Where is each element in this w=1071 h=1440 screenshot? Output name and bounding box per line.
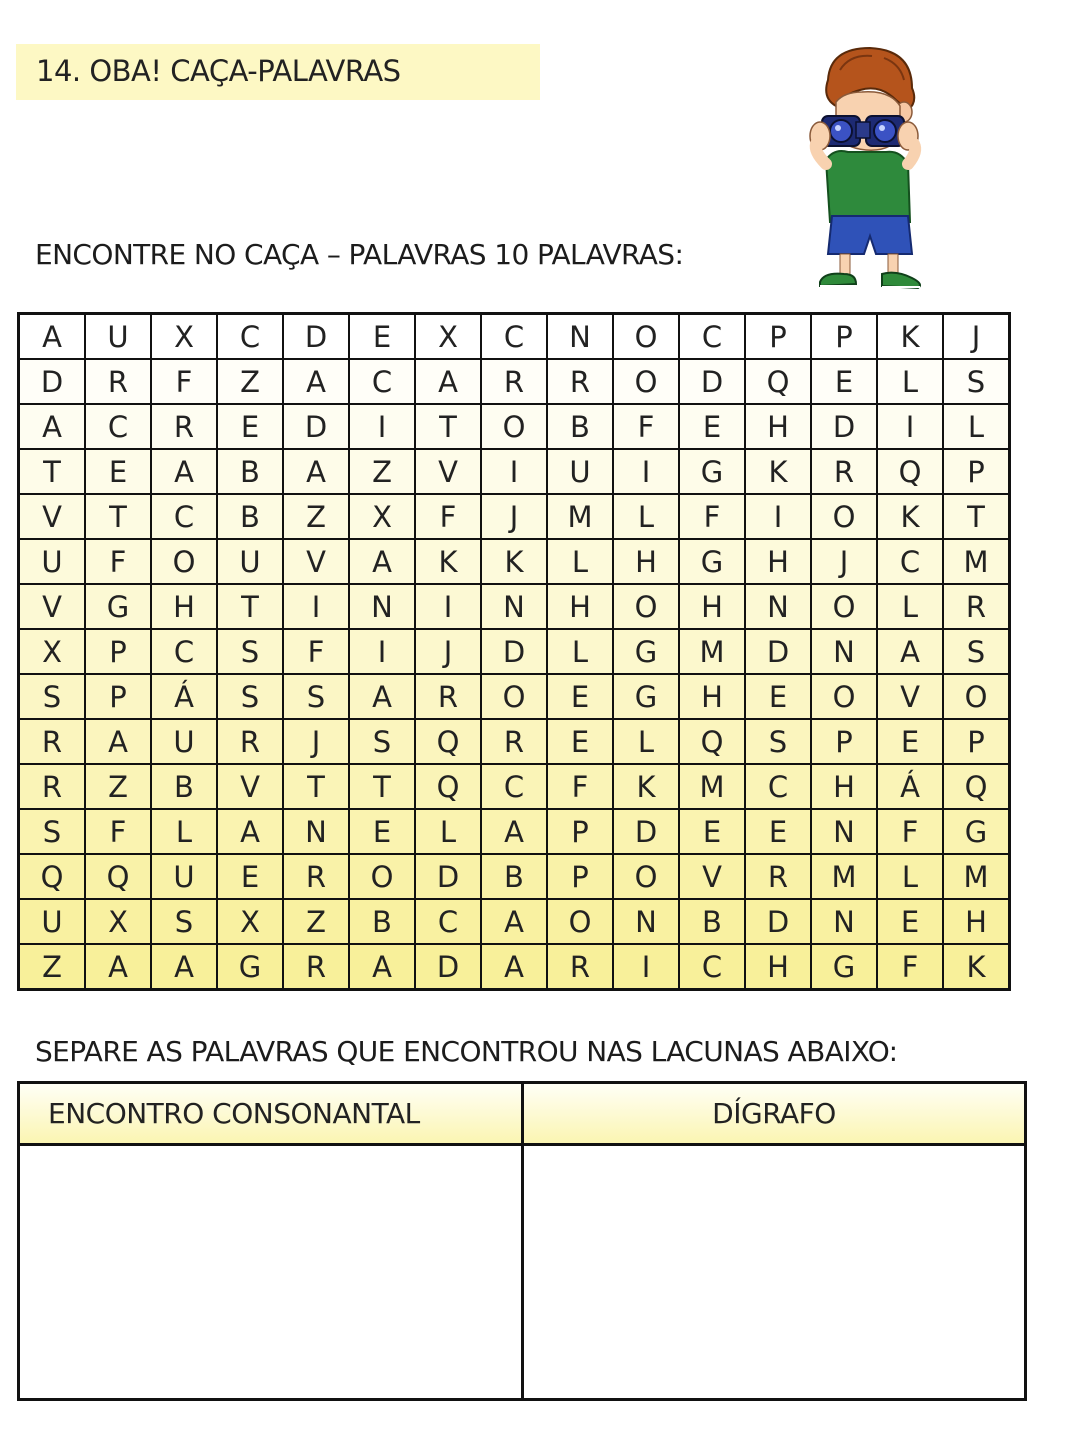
grid-cell[interactable]: I — [613, 944, 679, 990]
grid-cell[interactable]: A — [19, 314, 86, 360]
grid-cell[interactable]: D — [613, 809, 679, 854]
grid-cell[interactable]: J — [415, 629, 481, 674]
grid-cell[interactable]: A — [151, 944, 217, 990]
grid-cell[interactable]: Z — [283, 899, 349, 944]
grid-cell[interactable]: C — [217, 314, 283, 360]
grid-cell[interactable]: A — [349, 539, 415, 584]
grid-cell[interactable]: Q — [85, 854, 151, 899]
grid-cell[interactable]: O — [811, 674, 877, 719]
grid-cell[interactable]: H — [745, 944, 811, 990]
grid-row — [19, 359, 1010, 404]
grid-cell[interactable]: R — [283, 854, 349, 899]
grid-cell[interactable]: D — [745, 629, 811, 674]
grid-cell[interactable]: S — [943, 629, 1010, 674]
grid-cell[interactable]: I — [415, 584, 481, 629]
grid-cell[interactable]: F — [283, 629, 349, 674]
grid-cell[interactable]: T — [19, 449, 86, 494]
grid-cell[interactable]: G — [679, 449, 745, 494]
grid-cell[interactable]: C — [745, 764, 811, 809]
grid-cell[interactable]: R — [481, 359, 547, 404]
grid-cell[interactable]: C — [349, 359, 415, 404]
grid-cell[interactable]: O — [613, 584, 679, 629]
sort-instruction-text: SEPARE AS PALAVRAS QUE ENCONTROU NAS LACUNAS ABAIXO: — [35, 1035, 898, 1068]
grid-cell[interactable]: E — [877, 899, 943, 944]
grid-cell[interactable]: F — [85, 539, 151, 584]
grid-cell[interactable]: N — [481, 584, 547, 629]
grid-cell[interactable]: C — [151, 629, 217, 674]
grid-cell[interactable]: B — [481, 854, 547, 899]
grid-cell[interactable]: F — [85, 809, 151, 854]
grid-cell[interactable]: C — [415, 899, 481, 944]
grid-cell[interactable]: B — [349, 899, 415, 944]
grid-cell[interactable]: P — [943, 449, 1010, 494]
grid-cell[interactable]: H — [679, 584, 745, 629]
grid-cell[interactable]: M — [811, 854, 877, 899]
grid-cell[interactable]: O — [811, 584, 877, 629]
grid-cell[interactable]: Z — [217, 359, 283, 404]
grid-cell[interactable]: K — [613, 764, 679, 809]
grid-cell[interactable]: B — [547, 404, 613, 449]
grid-cell[interactable]: F — [151, 359, 217, 404]
grid-cell[interactable]: F — [613, 404, 679, 449]
grid-cell[interactable]: I — [745, 494, 811, 539]
grid-row — [19, 719, 1010, 764]
grid-cell[interactable]: E — [217, 854, 283, 899]
sort-header-encontro — [20, 1084, 521, 1146]
grid-cell[interactable]: T — [943, 494, 1010, 539]
grid-cell[interactable]: S — [349, 719, 415, 764]
grid-cell[interactable]: F — [547, 764, 613, 809]
grid-cell[interactable]: E — [745, 674, 811, 719]
grid-cell[interactable]: Á — [151, 674, 217, 719]
grid-cell[interactable]: H — [613, 539, 679, 584]
grid-cell[interactable]: A — [415, 359, 481, 404]
grid-cell[interactable]: A — [349, 674, 415, 719]
grid-cell[interactable]: G — [217, 944, 283, 990]
grid-cell[interactable]: K — [481, 539, 547, 584]
grid-cell[interactable]: E — [547, 719, 613, 764]
grid-cell[interactable]: L — [415, 809, 481, 854]
grid-cell[interactable]: G — [613, 629, 679, 674]
grid-cell[interactable]: N — [811, 809, 877, 854]
grid-cell[interactable]: S — [19, 809, 86, 854]
grid-cell[interactable]: E — [349, 809, 415, 854]
grid-cell[interactable]: A — [481, 809, 547, 854]
grid-cell[interactable]: P — [811, 719, 877, 764]
grid-cell[interactable]: B — [217, 494, 283, 539]
grid-cell[interactable]: E — [877, 719, 943, 764]
grid-cell[interactable]: V — [415, 449, 481, 494]
grid-cell[interactable]: U — [547, 449, 613, 494]
grid-cell[interactable]: R — [547, 944, 613, 990]
grid-cell[interactable]: R — [547, 359, 613, 404]
grid-cell[interactable]: O — [481, 674, 547, 719]
grid-cell[interactable]: S — [151, 899, 217, 944]
grid-cell[interactable]: K — [943, 944, 1010, 990]
grid-cell[interactable]: H — [745, 404, 811, 449]
instruction-text: ENCONTRE NO CAÇA – PALAVRAS 10 PALAVRAS: — [35, 238, 684, 271]
grid-cell[interactable]: P — [943, 719, 1010, 764]
grid-cell[interactable]: M — [679, 629, 745, 674]
grid-cell[interactable]: P — [547, 809, 613, 854]
digrafo-answer-area[interactable] — [524, 1146, 1024, 1398]
grid-cell[interactable]: P — [85, 629, 151, 674]
grid-cell[interactable]: A — [85, 944, 151, 990]
grid-cell[interactable]: X — [85, 899, 151, 944]
grid-cell[interactable]: S — [283, 674, 349, 719]
grid-cell[interactable]: R — [943, 584, 1010, 629]
grid-cell[interactable]: O — [613, 359, 679, 404]
grid-cell[interactable]: R — [151, 404, 217, 449]
grid-cell[interactable]: U — [85, 314, 151, 360]
grid-cell[interactable]: L — [547, 629, 613, 674]
encontro-answer-area[interactable] — [20, 1146, 521, 1398]
grid-cell[interactable]: L — [151, 809, 217, 854]
grid-cell[interactable]: B — [217, 449, 283, 494]
grid-cell[interactable]: Q — [415, 719, 481, 764]
grid-row — [19, 809, 1010, 854]
grid-cell[interactable]: N — [613, 899, 679, 944]
grid-cell[interactable]: Z — [85, 764, 151, 809]
grid-cell[interactable]: I — [349, 629, 415, 674]
grid-cell[interactable]: A — [151, 449, 217, 494]
grid-row — [19, 539, 1010, 584]
grid-cell[interactable]: P — [745, 314, 811, 360]
grid-cell[interactable]: Q — [877, 449, 943, 494]
grid-cell[interactable]: X — [19, 629, 86, 674]
grid-cell[interactable]: D — [811, 404, 877, 449]
grid-row — [19, 404, 1010, 449]
grid-cell[interactable]: N — [349, 584, 415, 629]
grid-cell[interactable]: U — [151, 719, 217, 764]
grid-cell[interactable]: Q — [745, 359, 811, 404]
grid-cell[interactable]: K — [877, 494, 943, 539]
grid-row — [19, 764, 1010, 809]
grid-cell[interactable]: L — [877, 584, 943, 629]
grid-cell[interactable]: N — [283, 809, 349, 854]
grid-cell[interactable]: L — [877, 854, 943, 899]
grid-cell[interactable]: Á — [877, 764, 943, 809]
grid-cell[interactable]: V — [19, 494, 86, 539]
grid-cell[interactable]: L — [613, 494, 679, 539]
grid-cell[interactable]: P — [811, 314, 877, 360]
grid-cell[interactable]: X — [151, 314, 217, 360]
grid-cell[interactable]: R — [217, 719, 283, 764]
grid-cell[interactable]: R — [481, 719, 547, 764]
grid-cell[interactable]: X — [415, 314, 481, 360]
grid-cell[interactable]: D — [283, 404, 349, 449]
grid-cell[interactable]: S — [745, 719, 811, 764]
grid-cell[interactable]: H — [151, 584, 217, 629]
grid-cell[interactable]: M — [547, 494, 613, 539]
grid-cell[interactable]: D — [415, 944, 481, 990]
grid-cell[interactable]: C — [85, 404, 151, 449]
grid-cell[interactable]: E — [85, 449, 151, 494]
grid-cell[interactable]: A — [85, 719, 151, 764]
grid-cell[interactable]: E — [679, 404, 745, 449]
grid-cell[interactable]: D — [481, 629, 547, 674]
grid-cell[interactable]: V — [283, 539, 349, 584]
grid-cell[interactable]: I — [613, 449, 679, 494]
grid-cell[interactable]: O — [151, 539, 217, 584]
grid-cell[interactable]: T — [283, 764, 349, 809]
grid-cell[interactable]: D — [283, 314, 349, 360]
grid-cell[interactable]: C — [481, 764, 547, 809]
grid-cell[interactable]: S — [943, 359, 1010, 404]
grid-cell[interactable]: N — [745, 584, 811, 629]
grid-cell[interactable]: C — [481, 314, 547, 360]
grid-cell[interactable]: M — [943, 539, 1010, 584]
grid-row — [19, 629, 1010, 674]
grid-cell[interactable]: I — [877, 404, 943, 449]
grid-cell[interactable]: L — [877, 359, 943, 404]
grid-cell[interactable]: T — [217, 584, 283, 629]
grid-cell[interactable]: E — [745, 809, 811, 854]
grid-cell[interactable]: X — [349, 494, 415, 539]
grid-cell[interactable]: D — [415, 854, 481, 899]
grid-cell[interactable]: O — [811, 494, 877, 539]
word-search-grid — [17, 312, 1011, 991]
grid-cell[interactable]: D — [19, 359, 86, 404]
grid-cell[interactable]: J — [283, 719, 349, 764]
grid-cell[interactable]: E — [349, 314, 415, 360]
grid-cell[interactable]: R — [85, 359, 151, 404]
grid-cell[interactable]: P — [547, 854, 613, 899]
grid-cell[interactable]: F — [877, 809, 943, 854]
grid-cell[interactable]: D — [679, 359, 745, 404]
grid-cell[interactable]: T — [85, 494, 151, 539]
grid-cell[interactable]: S — [217, 674, 283, 719]
grid-cell[interactable]: F — [877, 944, 943, 990]
grid-cell[interactable]: U — [217, 539, 283, 584]
grid-cell[interactable]: A — [217, 809, 283, 854]
grid-cell[interactable]: O — [349, 854, 415, 899]
grid-cell[interactable]: Z — [283, 494, 349, 539]
grid-cell[interactable]: C — [877, 539, 943, 584]
grid-cell[interactable]: O — [613, 854, 679, 899]
sort-table — [17, 1081, 1027, 1401]
grid-row — [19, 674, 1010, 719]
grid-cell[interactable]: A — [481, 944, 547, 990]
grid-cell[interactable]: I — [283, 584, 349, 629]
sort-header-digrafo — [524, 1084, 1024, 1146]
grid-cell[interactable]: K — [877, 314, 943, 360]
grid-cell[interactable]: L — [547, 539, 613, 584]
grid-cell[interactable]: N — [547, 314, 613, 360]
grid-cell[interactable]: L — [613, 719, 679, 764]
grid-cell[interactable]: V — [877, 674, 943, 719]
grid-cell[interactable]: C — [679, 944, 745, 990]
grid-cell[interactable]: R — [19, 719, 86, 764]
grid-cell[interactable]: J — [481, 494, 547, 539]
grid-row — [19, 314, 1010, 360]
grid-row — [19, 584, 1010, 629]
grid-cell[interactable]: C — [679, 314, 745, 360]
grid-cell[interactable]: H — [943, 899, 1010, 944]
grid-cell[interactable]: E — [217, 404, 283, 449]
grid-cell[interactable]: H — [811, 764, 877, 809]
grid-cell[interactable]: R — [811, 449, 877, 494]
grid-row — [19, 899, 1010, 944]
grid-cell[interactable]: S — [19, 674, 86, 719]
grid-cell[interactable]: I — [349, 404, 415, 449]
grid-cell[interactable]: G — [811, 944, 877, 990]
grid-cell[interactable]: O — [613, 314, 679, 360]
grid-cell[interactable]: U — [19, 539, 86, 584]
grid-cell[interactable]: R — [19, 764, 86, 809]
grid-cell[interactable]: T — [415, 404, 481, 449]
grid-cell[interactable]: V — [19, 584, 86, 629]
grid-cell[interactable]: G — [679, 539, 745, 584]
grid-cell[interactable]: U — [19, 899, 86, 944]
grid-cell[interactable]: R — [415, 674, 481, 719]
grid-cell[interactable]: Q — [943, 764, 1010, 809]
grid-cell[interactable]: V — [679, 854, 745, 899]
grid-cell[interactable]: G — [613, 674, 679, 719]
grid-cell[interactable]: X — [217, 899, 283, 944]
grid-cell[interactable]: O — [943, 674, 1010, 719]
grid-cell[interactable]: A — [481, 899, 547, 944]
grid-cell[interactable]: H — [745, 539, 811, 584]
grid-row — [19, 854, 1010, 899]
grid-cell[interactable]: G — [85, 584, 151, 629]
grid-cell[interactable]: Q — [679, 719, 745, 764]
grid-cell[interactable]: A — [349, 944, 415, 990]
grid-cell[interactable]: N — [811, 629, 877, 674]
grid-cell[interactable]: K — [415, 539, 481, 584]
grid-cell[interactable]: M — [943, 854, 1010, 899]
grid-cell[interactable]: H — [547, 584, 613, 629]
grid-cell[interactable]: K — [745, 449, 811, 494]
grid-cell[interactable]: H — [679, 674, 745, 719]
grid-cell[interactable]: N — [811, 899, 877, 944]
digrafo-label: DÍGRAFO — [712, 1097, 836, 1130]
grid-cell[interactable]: B — [151, 764, 217, 809]
grid-cell[interactable]: L — [943, 404, 1010, 449]
grid-cell[interactable]: E — [547, 674, 613, 719]
grid-row — [19, 449, 1010, 494]
grid-cell[interactable]: Q — [415, 764, 481, 809]
grid-cell[interactable]: M — [679, 764, 745, 809]
grid-cell[interactable]: R — [745, 854, 811, 899]
title-box — [16, 44, 540, 100]
grid-row — [19, 944, 1010, 990]
grid-cell[interactable]: Q — [19, 854, 86, 899]
grid-cell[interactable]: U — [151, 854, 217, 899]
grid-cell[interactable]: B — [679, 899, 745, 944]
grid-cell[interactable]: J — [943, 314, 1010, 360]
page-title: 14. OBA! CAÇA-PALAVRAS — [36, 54, 401, 88]
grid-cell[interactable]: R — [283, 944, 349, 990]
grid-cell[interactable]: Z — [349, 449, 415, 494]
grid-cell[interactable]: A — [877, 629, 943, 674]
grid-row — [19, 494, 1010, 539]
grid-cell[interactable]: P — [85, 674, 151, 719]
encontro-consonantal-label: ENCONTRO CONSONANTAL — [48, 1097, 420, 1130]
boy-with-binoculars-illustration — [800, 40, 940, 290]
grid-cell[interactable]: A — [19, 404, 86, 449]
grid-cell[interactable]: S — [217, 629, 283, 674]
grid-cell[interactable]: T — [349, 764, 415, 809]
grid-cell[interactable]: I — [481, 449, 547, 494]
grid-cell[interactable]: A — [283, 449, 349, 494]
grid-cell[interactable]: F — [415, 494, 481, 539]
grid-cell[interactable]: O — [547, 899, 613, 944]
grid-cell[interactable]: V — [217, 764, 283, 809]
grid-cell[interactable]: E — [811, 359, 877, 404]
grid-cell[interactable]: J — [811, 539, 877, 584]
grid-cell[interactable]: O — [481, 404, 547, 449]
grid-cell[interactable]: G — [943, 809, 1010, 854]
grid-cell[interactable]: Z — [19, 944, 86, 990]
grid-cell[interactable]: C — [151, 494, 217, 539]
grid-cell[interactable]: E — [679, 809, 745, 854]
grid-cell[interactable]: D — [745, 899, 811, 944]
grid-cell[interactable]: F — [679, 494, 745, 539]
grid-cell[interactable]: A — [283, 359, 349, 404]
